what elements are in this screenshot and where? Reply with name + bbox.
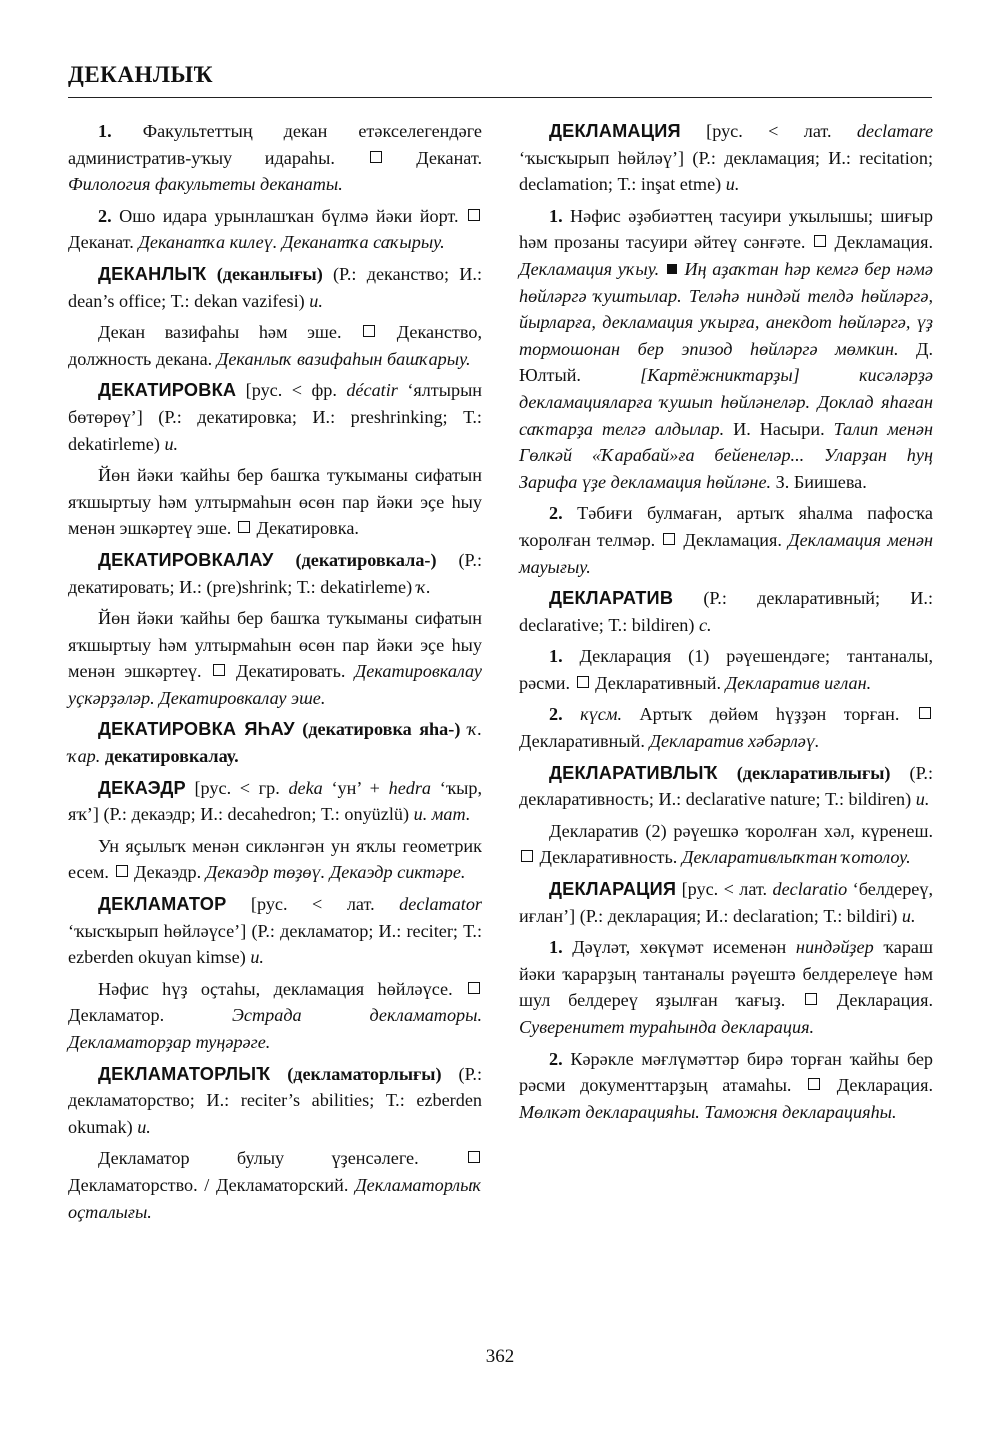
box-icon (213, 664, 225, 676)
headword: ДЕКЛАМАТОР (98, 894, 227, 915)
headword: ДЕКЛАРАЦИЯ (549, 879, 677, 900)
headword: ДЕКЛАРАТИВЛЫҠ (549, 762, 718, 783)
dictionary-entry: ДЕКЛАМАЦИЯ [рус. < лат. declamare ‘ҡысҡырып һөйләү’] (Р.: декламация; И.: recitation; declamation; Т.: inşat etme) и. (519, 121, 934, 195)
box-icon (521, 850, 533, 862)
box-icon (808, 1078, 820, 1090)
box-icon (814, 235, 826, 247)
box-icon (468, 1151, 480, 1163)
left-column (68, 118, 482, 1230)
entry-definition: Йөн йәки ҡайһы бер башҡа туҡыманы сифатын яҡшыртыу һәм ултырмаһын өсөн пар йәки эҫе һыу менән эшкәртеү. Декатировать. Декатировкалау уҫкәрҙәләр. Декатировкалау эше. (68, 608, 482, 708)
dictionary-entry: ДЕКЛАРАТИВ (Р.: декларативный; И.: declarative; Т.: bildiren) с. (519, 588, 934, 635)
box-icon (370, 151, 382, 163)
entry-definition: Йөн йәки ҡайһы бер башҡа туҡыманы сифатын яҡшыртыу һәм ултырмаһын өсөн пар йәки эҫе һыу менән эшкәртеү эше. Декатировка. (68, 465, 482, 539)
entry-definition: Нәфис һүҙ оҫтаһы, декламация һөйләүсе. Декламатор. Эстрада декламаторы. Декламаторҙар туңәрәге. (68, 978, 482, 1052)
entry-sense: 2. Ошо идара урынлашҡан бүлмә йәки йорт. Деканат. Деканатҡа килеү. Деканатҡа саҡырыу. (68, 203, 482, 256)
dictionary-entry: ДЕКЛАРАЦИЯ [рус. < лат. declaratio ‘белдереү, иғлан’] (Р.: декларация; И.: declaration; Т.: bildiri) и. (519, 879, 934, 926)
box-icon (363, 325, 375, 337)
headword: ДЕКАТИРОВКАЛАУ (98, 549, 274, 570)
header-rule (68, 97, 932, 98)
dictionary-entry: ДЕКЛАРАТИВЛЫҠ (декларативлығы) (Р.: декларативность; И.: declarative nature; Т.: bildiren) и. (519, 762, 934, 810)
box-icon (238, 521, 250, 533)
dictionary-entry: ДЕКАТИРОВКА [рус. < фр. décatir ‘ялтырын бөтөрөү’] (Р.: декатировка; И.: preshrinking; Т.: dekatirleme) и. (68, 380, 483, 454)
dictionary-entry: ДЕКАТИРОВКА ЯҺАУ (декатировка яһа-) ҡ. ҡар. декатировкалау. (68, 719, 483, 767)
entry-definition: Декламатор булыу үҙенсәлеге. Декламаторство. / Декламаторский. Декламаторлыҡ оҫталығы. (68, 1148, 482, 1222)
box-icon (116, 865, 128, 877)
headword: ДЕКАЭДР (98, 777, 186, 798)
dictionary-entry: ДЕКАТИРОВКАЛАУ (декатировкала-) (Р.: декатировать; И.: (pre)shrink; Т.: dekatirleme) ҡ. (68, 549, 482, 597)
box-icon (577, 676, 589, 688)
headword: ДЕКАТИРОВКА ЯҺАУ (98, 719, 295, 740)
dictionary-entry: ДЕКАНЛЫҠ (деканлығы) (Р.: деканство; И.: dean’s office; Т.: dekan vazifesi) и. (68, 263, 482, 311)
box-icon (663, 533, 675, 545)
headword: ДЕКЛАМАТОРЛЫҠ (98, 1063, 271, 1084)
running-head: ДЕКАНЛЫҠ (68, 62, 214, 87)
headword: ДЕКАТИРОВКА (98, 380, 237, 401)
entry-definition: Ун яҫылыҡ менән сикләнгән ун яҡлы геометрик есем. Декаэдр. Декаэдр төҙөү. Декаэдр сиктәре. (68, 835, 482, 883)
entry-sense: 2. Тәбиғи булмаған, артыҡ яһалма пафосҡа ҡоролған телмәр. Декламация. Декламация менән мауығыу. (519, 503, 934, 577)
headword: ДЕКЛАРАТИВ (549, 588, 674, 609)
box-icon (468, 982, 480, 994)
page-number: 362 (485, 1346, 515, 1367)
entry-sense: 1. Нәфис әҙәбиәттең тасуири уҡылышы; шиғыр һәм прозаны тасуири әйтеү сәнғәте. Декламация. Декламация уҡыу. Иң аҙаҡтан һәр кемгә бер нәмә һөйләргә ҡуштылар. Теләһә ниндәй телдә һөйләргә, йырларға, декламация уҡырға, анекдот һөйләргә, үҙ тормошонан бер эпизод һөйләргә мөмкин. Д. Юлтый. [Картёжниктарҙы] кисәләрҙә декламацияларға ҡушып һөйләнеләр. Доклад яһаған саҡтарҙа телгә алдылар. И. Насыри. Талип менән Гөлкәй «Ҡарабай»ға бейенеләр... Уларҙан һуң Зарифа үҙе декламация һөйләне. З. Биишева. (519, 205, 934, 492)
box-icon (805, 993, 817, 1005)
headword: ДЕКАНЛЫҠ (98, 263, 207, 284)
entry-sense: 1. Декларация (1) рәүешендәге; тантаналы, рәсми. Декларативный. Декларатив иғлан. (519, 646, 933, 693)
box-icon (919, 707, 931, 719)
entry-sense: 1. Факультеттың декан етәкселегендәге административ-уҡыу идараһы. Деканат. Филология факультеты деканаты. (68, 121, 483, 195)
filled-square-icon (667, 264, 677, 274)
dictionary-entry: ДЕКЛАМАТОРЛЫҠ (декламаторлығы) (Р.: декламаторство; И.: reciter’s abilities; Т.: ezberden okumak) и. (68, 1063, 483, 1137)
right-column (519, 118, 933, 1130)
entry-sense: 2. күсм. Артыҡ дөйөм һүҙҙән торған. Декларативный. Декларатив хәбәрләү. (519, 701, 933, 754)
entry-definition: Декларатив (2) рәүешкә ҡоролған хәл, күренеш. Декларативность. Декларативлыҡтан ҡотолоу. (519, 818, 933, 871)
entry-definition: Декан вазифаһы һәм эше. Деканство, должность декана. Деканлыҡ вазифаһын башҡарыу. (68, 322, 482, 369)
dictionary-entry: ДЕКАЭДР [рус. < гр. deka ‘ун’ + hedra ‘ҡыр, яҡ’] (Р.: декаэдр; И.: decahedron; Т.: onyüzlü) и. мат. (68, 777, 483, 825)
entry-sense: 1. Дәүләт, хөкүмәт исеменән ниндәйҙер ҡараш йәки ҡарарҙың тантаналы рәүештә белдерелеүе һәм шул белдереү яҙылған ҡағыҙ. Декларация. Суверенитет тураһында декларация. (519, 937, 934, 1037)
headword: ДЕКЛАМАЦИЯ (549, 121, 681, 141)
box-icon (468, 209, 480, 221)
dictionary-entry: ДЕКЛАМАТОР [рус. < лат. declamator ‘ҡысҡырып һөйләүсе’] (Р.: декламатор; И.: reciter; Т.: ezberden okuyan kimse) и. (68, 894, 482, 968)
entry-sense: 2. Кәрәкле мәғлүмәттәр бирә торған ҡайһы бер рәсми документтарҙың атамаһы. Декларация. Мөлкәт декларацияһы. Таможня декларацияһы. (519, 1048, 934, 1122)
